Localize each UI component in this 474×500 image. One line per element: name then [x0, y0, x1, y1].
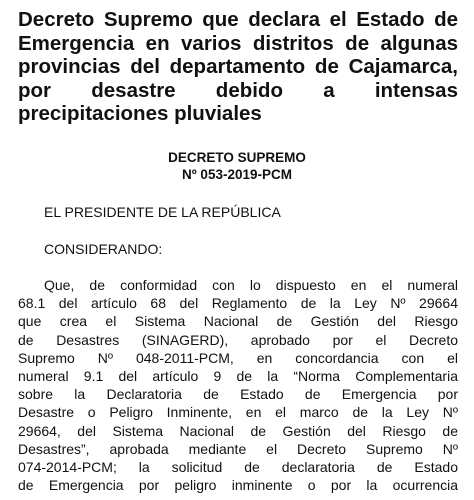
- decree-number: Nº 053-2019-PCM: [182, 167, 292, 182]
- paragraph-line: 074-2014-PCM; la solicitud de declaratoria de Estado: [18, 458, 458, 475]
- considering-heading: CONSIDERANDO:: [44, 241, 163, 257]
- paragraph-line: Que, de conformidad con lo dispuesto en el numeral: [44, 277, 458, 293]
- paragraph-line: Desastre o Peligro Inminente, en el marco de la Ley Nº: [18, 404, 458, 421]
- decree-title: Decreto Supremo que declara el Estado de Emergencia en varios distritos de algunas provincias del departamento de Cajamarca, por desastre debido a intensas precipitaciones pluviales: [18, 8, 458, 125]
- decree-label: DECRETO SUPREMO: [168, 150, 306, 165]
- paragraph-line: 29664, del Sistema Nacional de Gestión del Riesgo de: [18, 422, 458, 439]
- paragraph-line: de Emergencia por peligro inminente o por la ocurrencia: [18, 477, 458, 494]
- paragraph-line: que crea el Sistema Nacional de Gestión del Riesgo: [18, 313, 458, 330]
- issuing-authority: EL PRESIDENTE DE LA REPÚBLICA: [44, 204, 281, 220]
- paragraph-line: sobre la Declaratoria de Estado de Emergencia por: [18, 386, 458, 403]
- paragraph-line: numeral 9.1 del artículo 9 de la “Norma Complementaria: [18, 367, 458, 384]
- considering-paragraph: [18, 276, 458, 494]
- paragraph-line: 68.1 del artículo 68 del Reglamento de la Ley Nº 29664: [18, 295, 458, 312]
- paragraph-line: de Desastres (SINAGERD), aprobado por el Decreto: [18, 331, 458, 348]
- decree-heading: [0, 149, 474, 183]
- paragraph-line: Supremo Nº 048-2011-PCM, en concordancia con el: [18, 349, 458, 366]
- paragraph-line: Desastres”, aprobada mediante el Decreto Supremo Nº: [18, 440, 458, 457]
